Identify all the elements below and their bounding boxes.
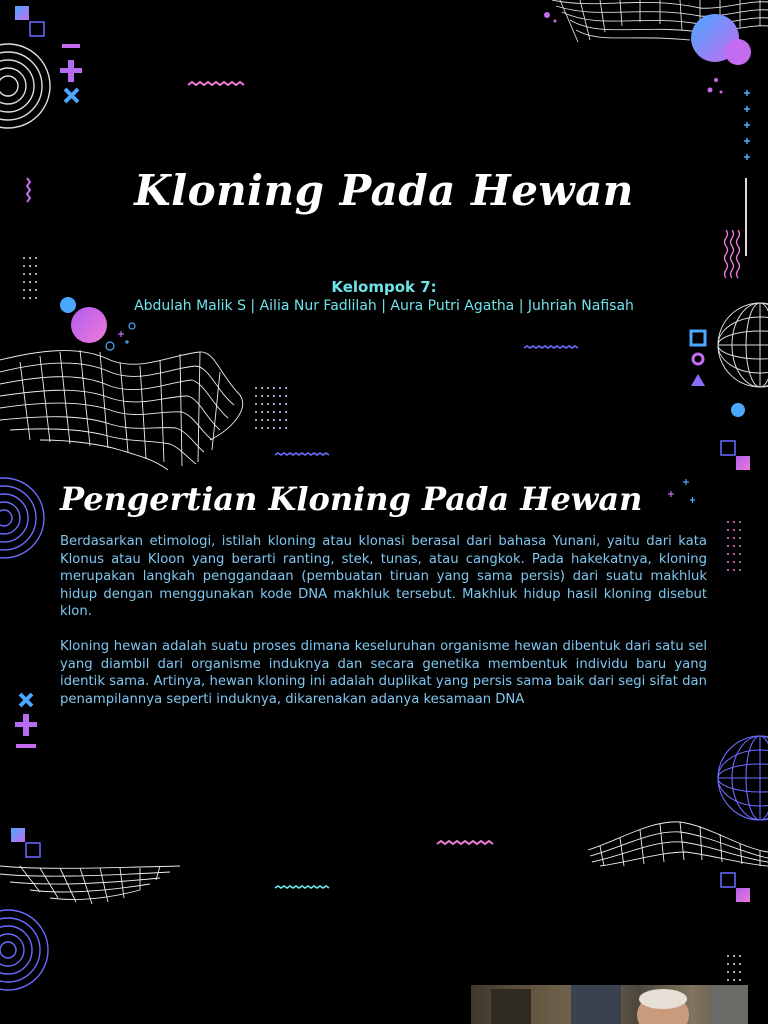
group-label: Kelompok 7: [331, 278, 437, 296]
squares-icon-right [721, 441, 750, 470]
plus-column-icon-tr [744, 90, 750, 160]
ring-dots-icon-left [106, 323, 135, 350]
paragraph-definition: Kloning hewan adalah suatu proses dimana keseluruhan organisme hewan dibentuk dari satu sel yang diambil dari organisme induknya dan secara genetika membentuk individu baru yang identik sama. Artinya, hewan kloning ini adalah duplikat yang persis sama baik dari segi sifat dan penampilannya seperti induknya, dikarenakan adanya kesamaan DNA [60, 639, 707, 707]
squares-icon-br [721, 873, 750, 902]
math-symbols-icon-tl [60, 44, 82, 102]
zigzag-icon-bottom [437, 841, 493, 844]
globe-icon-right [718, 303, 768, 387]
photo-illustration [471, 985, 748, 1024]
shapes-column-icon-right [691, 331, 705, 386]
cloning-photo-image [471, 985, 748, 1024]
paragraph-etymology: Berdasarkan etimologi, istilah kloning atau klonasi berasal dari bahasa Yunani, yaitu dari kata Klonus atau Kloon yang berarti ranting, stek, tunas, atau cangkok. Pada hakekatnya, kloning merupakan langkah penggandaan (pembuatan tiruan yang sama persis) dari suatu makhluk hidup dengan menggunakan kode DNA makhluk tersebut. Makhluk hidup hasil kloning disebut klon. [60, 534, 707, 620]
dot-grid-icon-right [727, 521, 741, 571]
section-heading: Pengertian Kloning Pada Hewan [60, 480, 643, 518]
mesh-wave-icon-bl [0, 866, 180, 904]
squares-icon-tl [15, 6, 44, 36]
zigzag-icon-top [188, 82, 244, 85]
wavy-lines-icon-r [725, 230, 740, 278]
globe-icon-br [718, 736, 768, 820]
mesh-wave-icon-left [0, 350, 243, 470]
bubble-small-icon-tr [725, 39, 751, 65]
page-title: Kloning Pada Hewan [134, 166, 634, 215]
math-symbols-icon-bl [15, 694, 37, 748]
squares-icon-bl [11, 828, 40, 857]
dot-grid-icon-mid [255, 387, 287, 429]
mesh-wave-icon-br [588, 822, 768, 866]
group-members: Abdulah Malik S | Ailia Nur Fadlilah | Aura Putri Agatha | Juhriah Nafisah [134, 298, 634, 314]
zigzag-icon-mid1 [524, 346, 578, 348]
concentric-circles-icon-tl [0, 44, 50, 128]
concentric-circles-icon-left [0, 478, 44, 558]
concentric-circles-icon-bl [0, 910, 48, 990]
zigzag-icon-bottom2 [275, 886, 329, 888]
dot-grid-icon-br [727, 955, 741, 981]
zigzag-icon-mid2 [275, 453, 329, 455]
bubble-blue-icon-right [731, 403, 745, 417]
